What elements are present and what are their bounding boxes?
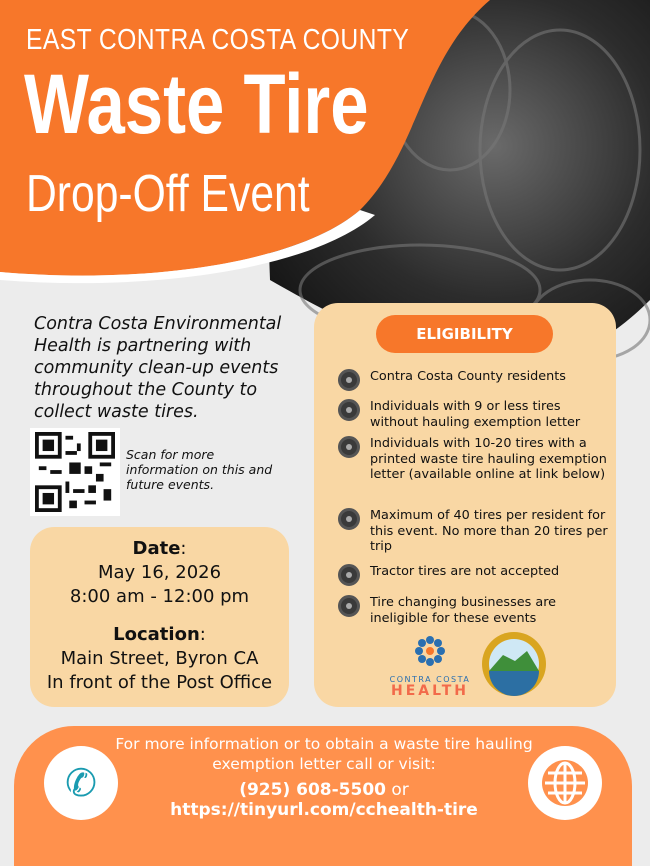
event-date: May 16, 2026: [97, 562, 222, 583]
eligibility-item: Tractor tires are not accepted: [370, 564, 560, 579]
tire-icon: [338, 508, 360, 530]
event-details: Date: May 16, 2026 8:00 am - 12:00 pm Location: Main Street, Byron CA In front of the Post Office: [30, 527, 289, 707]
page-subtitle: Drop-Off Event: [26, 165, 310, 223]
eligibility-panel: [314, 303, 616, 707]
qr-caption: Scan for more information on this and future events.: [126, 447, 273, 492]
eligibility-item: Individuals with 10-20 tires with a printed waste tire hauling exemption letter (available online at link below): [370, 436, 607, 482]
website-button[interactable]: [528, 746, 602, 820]
contact-footer: [14, 726, 632, 866]
county-seal: [481, 631, 547, 697]
or-text: or: [391, 780, 409, 800]
date-label: Date: [132, 538, 181, 559]
page-title: Waste Tire: [24, 57, 369, 151]
contra-costa-health-logo: [384, 631, 476, 698]
tire-icon: [338, 436, 360, 458]
phone-number[interactable]: (925) 608-5500: [239, 780, 386, 800]
event-location: Main Street, Byron CA: [60, 648, 259, 669]
footer-text: For more information or to obtain a waste tire hauling exemption letter call or visit:: [115, 735, 533, 773]
globe-icon: [540, 758, 590, 808]
region-heading: EAST CONTRA COSTA COUNTY: [26, 24, 410, 56]
qr-code[interactable]: [30, 428, 120, 516]
tire-icon: [338, 564, 360, 586]
tire-icon: [338, 369, 360, 391]
phone-icon: ✆: [65, 761, 97, 805]
eligibility-item: Maximum of 40 tires per resident for this event. No more than 20 tires per trip: [370, 508, 608, 554]
logo-line2: HEALTH: [391, 683, 469, 699]
eligibility-item: Contra Costa County residents: [370, 369, 566, 384]
tire-icon: [338, 399, 360, 421]
phone-button[interactable]: [44, 746, 118, 820]
eligibility-item: Individuals with 9 or less tires without hauling exemption letter: [370, 399, 581, 430]
event-location-detail: In front of the Post Office: [46, 672, 273, 693]
eligibility-heading: ELIGIBILITY: [376, 315, 553, 353]
tire-icon: [338, 595, 360, 617]
event-time: 8:00 am - 12:00 pm: [69, 586, 250, 607]
intro-text: Contra Costa Environmental Health is partnering with community clean-up events throughout the County to collect waste tires.: [34, 314, 282, 422]
eligibility-item: Tire changing businesses are ineligible for these events: [370, 595, 557, 626]
website-link[interactable]: https://tinyurl.com/cchealth-tire: [170, 800, 478, 820]
location-label: Location: [113, 624, 200, 645]
logo-line1: CONTRA COSTA: [389, 675, 471, 684]
